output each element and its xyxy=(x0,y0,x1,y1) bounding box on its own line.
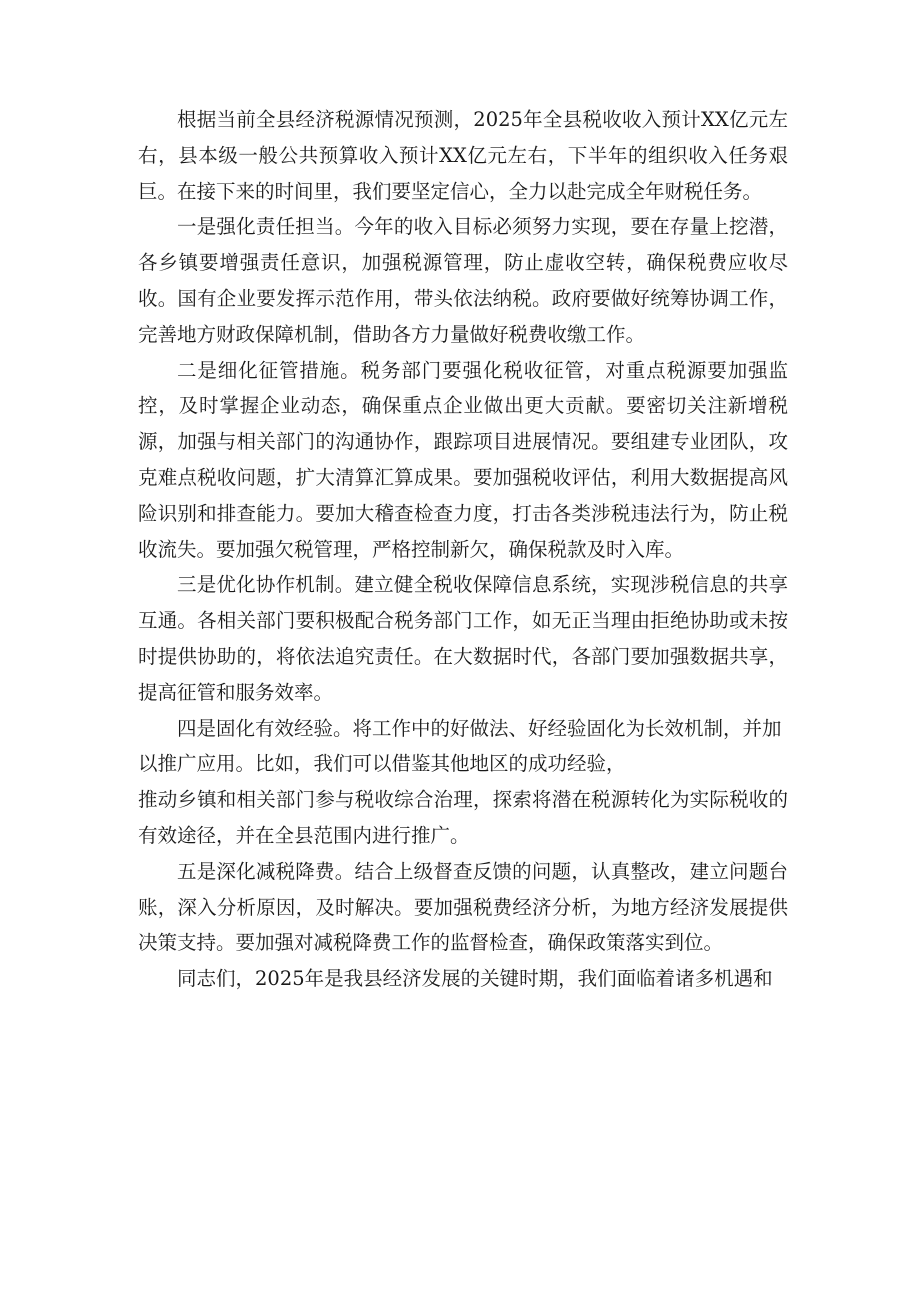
paragraph-tax-reduction: 五是深化减税降费。结合上级督查反馈的问题，认真整改，建立问题台账，深入分析原因，及时解决。要加强税费经济分析，为地方经济发展提供决策支持。要加强对减税降费工作的监督检查，确保政策落实到位。 xyxy=(138,859,788,955)
paragraph-experience-continued: 推动乡镇和相关部门参与税收综合治理，探索将潜在税源转化为实际税收的有效途径，并在全县范围内进行推广。 xyxy=(138,788,788,847)
paragraph-intro: 根据当前全县经济税源情况预测，2025年全县税收收入预计XX亿元左右，县本级一般公共预算收入预计XX亿元左右，下半年的组织收入任务艰巨。在接下来的时间里，我们要坚定信心，全力以赴完成全年财税任务。 xyxy=(138,108,788,203)
paragraph-closing: 同志们，2025年是我县经济发展的关键时期，我们面临着诸多机遇和 xyxy=(177,967,773,991)
paragraph-collection-measures: 二是细化征管措施。税务部门要强化税收征管，对重点税源要加强监控，及时掌握企业动态，确保重点企业做出更大贡献。要密切关注新增税源，加强与相关部门的沟通协作，跟踪项目进展情况。要组建专业团队，攻克难点税收问题，扩大清算汇算成果。要加强税收评估，利用大数据提高风险识别和排查能力。要加大稽查检查力度，打击各类涉税违法行为，防止税收流失。要加强欠税管理，严格控制新欠，确保税款及时入库。 xyxy=(138,358,788,561)
paragraph-cooperation: 三是优化协作机制。建立健全税收保障信息系统，实现涉税信息的共享互通。各相关部门要积极配合税务部门工作，如无正当理由拒绝协助或未按时提供协助的，将依法追究责任。在大数据时代，各部门要加强数据共享，提高征管和服务效率。 xyxy=(138,573,788,704)
paragraph-experience: 四是固化有效经验。将工作中的好做法、好经验固化为长效机制，并加以推广应用。比如，我们可以借鉴其他地区的成功经验， xyxy=(138,716,782,776)
paragraph-responsibility: 一是强化责任担当。今年的收入目标必须努力实现，要在存量上挖潜，各乡镇要增强责任意识，加强税源管理，防止虚收空转，确保税费应收尽收。国有企业要发挥示范作用，带头依法纳税。政府要做好统筹协调工作，完善地方财政保障机制，借助各方力量做好税费收缴工作。 xyxy=(138,215,788,346)
document-body xyxy=(138,102,788,997)
